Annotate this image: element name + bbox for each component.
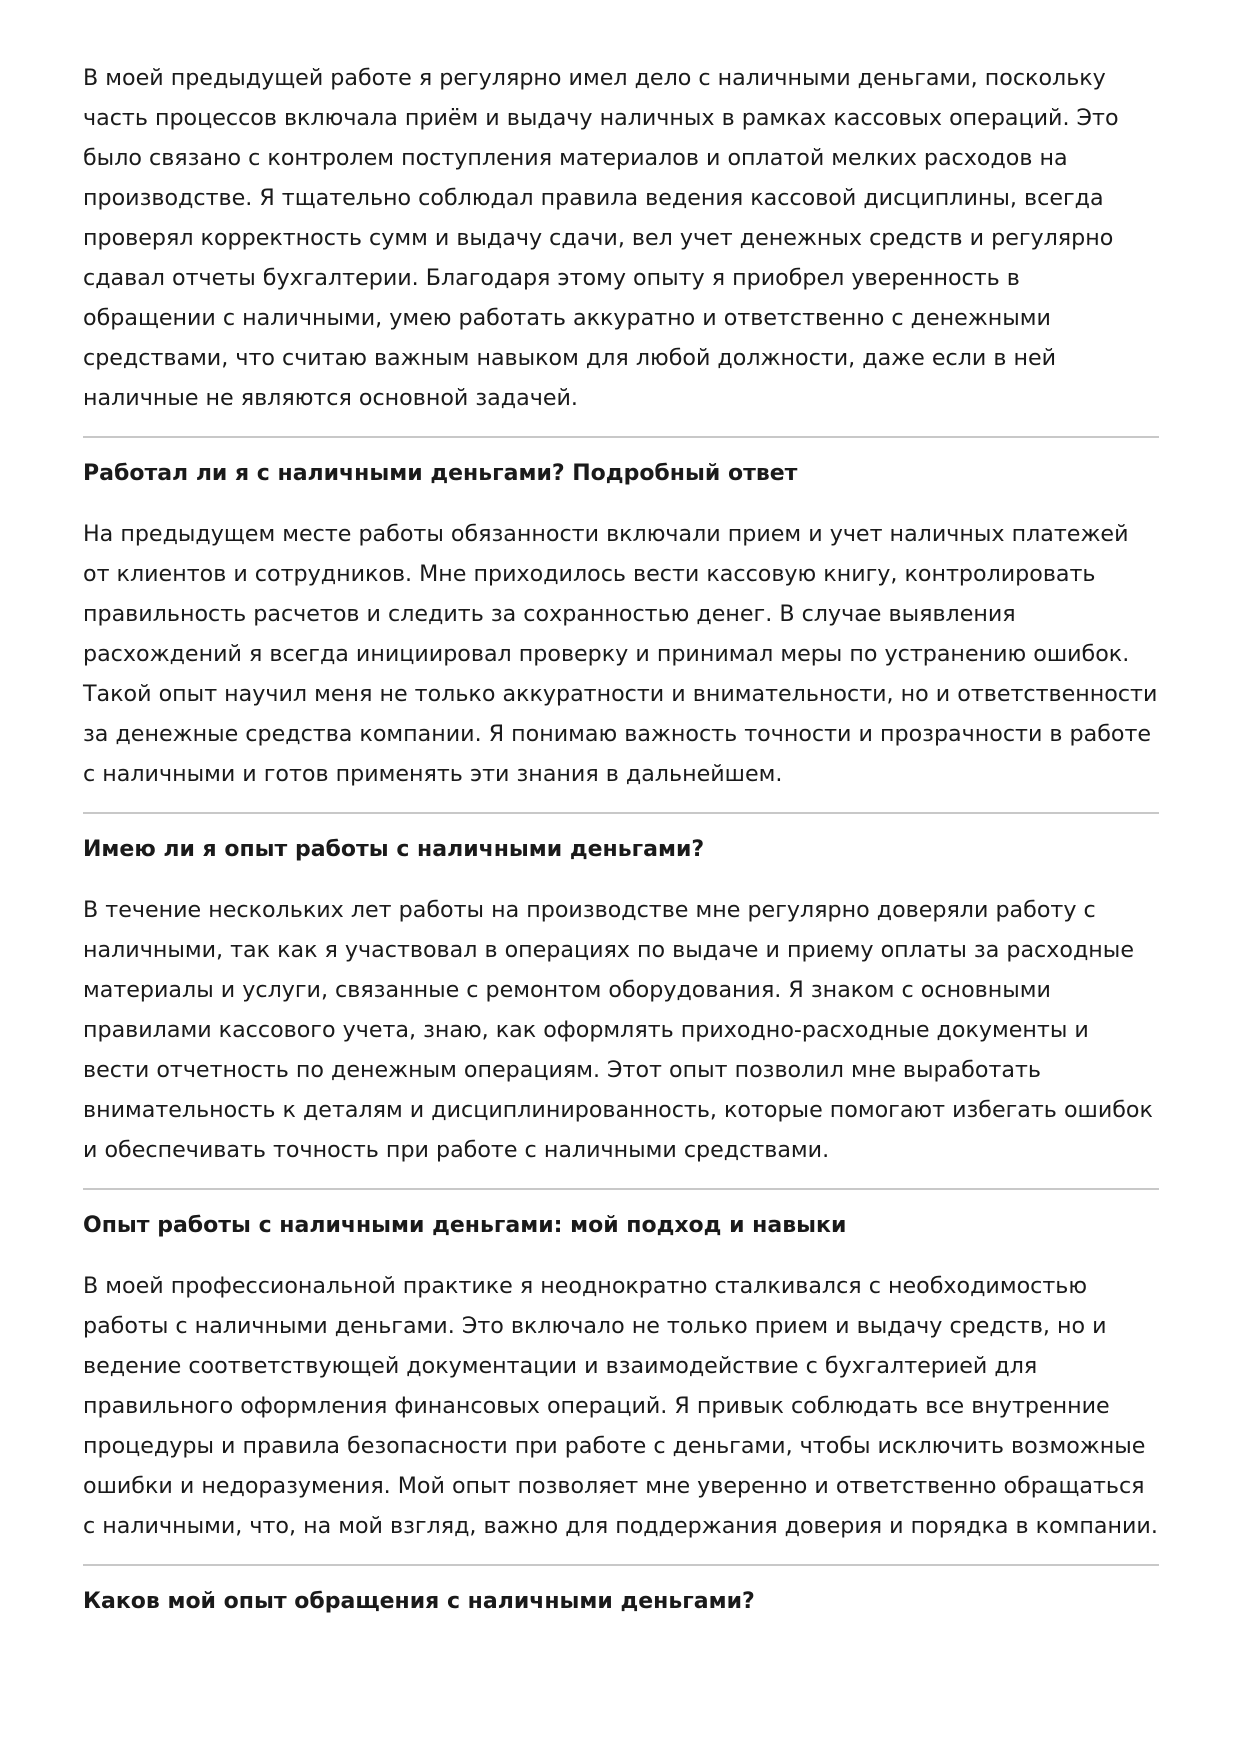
section-divider [83,1564,1159,1566]
section-paragraph: На предыдущем месте работы обязанности включали прием и учет наличных платежей от клиентов и сотрудников. Мне приходилось вести кассовую книгу, контролировать правильность расчетов и следить за сохранностью денег. В случае выявления расхождений я всегда инициировал проверку и принимал меры по устранению ошибок. Такой опыт научил меня не только аккуратности и внимательности, но и ответственности за денежные средства компании. Я понимаю важность точности и прозрачности в работе с наличными и готов применять эти знания в дальнейшем. [83,521,1158,787]
section-divider [83,812,1159,814]
section-heading: Имею ли я опыт работы с наличными деньгами? [83,837,705,862]
section-divider [83,1188,1159,1190]
section-heading: Каков мой опыт обращения с наличными деньгами? [83,1589,755,1614]
section-paragraph: В течение нескольких лет работы на производстве мне регулярно доверяли работу с наличными, так как я участвовал в операциях по выдаче и приему оплаты за расходные материалы и услуги, связанные с ремонтом оборудования. Я знаком с основными правилами кассового учета, знаю, как оформлять приходно-расходные документы и вести отчетность по денежным операциям. Этот опыт позволил мне выработать внимательность к деталям и дисциплинированность, которые помогают избегать ошибок и обеспечивать точность при работе с наличными средствами. [83,897,1153,1163]
section-heading: Работал ли я с наличными деньгами? Подробный ответ [83,461,798,486]
intro-paragraph: В моей предыдущей работе я регулярно имел дело с наличными деньгами, поскольку часть процессов включала приём и выдачу наличных в рамках кассовых операций. Это было связано с контролем поступления материалов и оплатой мелких расходов на производстве. Я тщательно соблюдал правила ведения кассовой дисциплины, всегда проверял корректность сумм и выдачу сдачи, вел учет денежных средств и регулярно сдавал отчеты бухгалтерии. Благодаря этому опыту я приобрел уверенность в обращении с наличными, умею работать аккуратно и ответственно с денежными средствами, что считаю важным навыком для любой должности, даже если в ней наличные не являются основной задачей. [83,65,1119,411]
section-divider [83,436,1159,438]
section-paragraph: В моей профессиональной практике я неоднократно сталкивался с необходимостью работы с наличными деньгами. Это включало не только прием и выдачу средств, но и ведение соответствующей документации и взаимодействие с бухгалтерией для правильного оформления финансовых операций. Я привык соблюдать все внутренние процедуры и правила безопасности при работе с деньгами, чтобы исключить возможные ошибки и недоразумения. Мой опыт позволяет мне уверенно и ответственно обращаться с наличными, что, на мой взгляд, важно для поддержания доверия и порядка в компании. [83,1273,1158,1539]
section-heading: Опыт работы с наличными деньгами: мой подход и навыки [83,1213,847,1238]
